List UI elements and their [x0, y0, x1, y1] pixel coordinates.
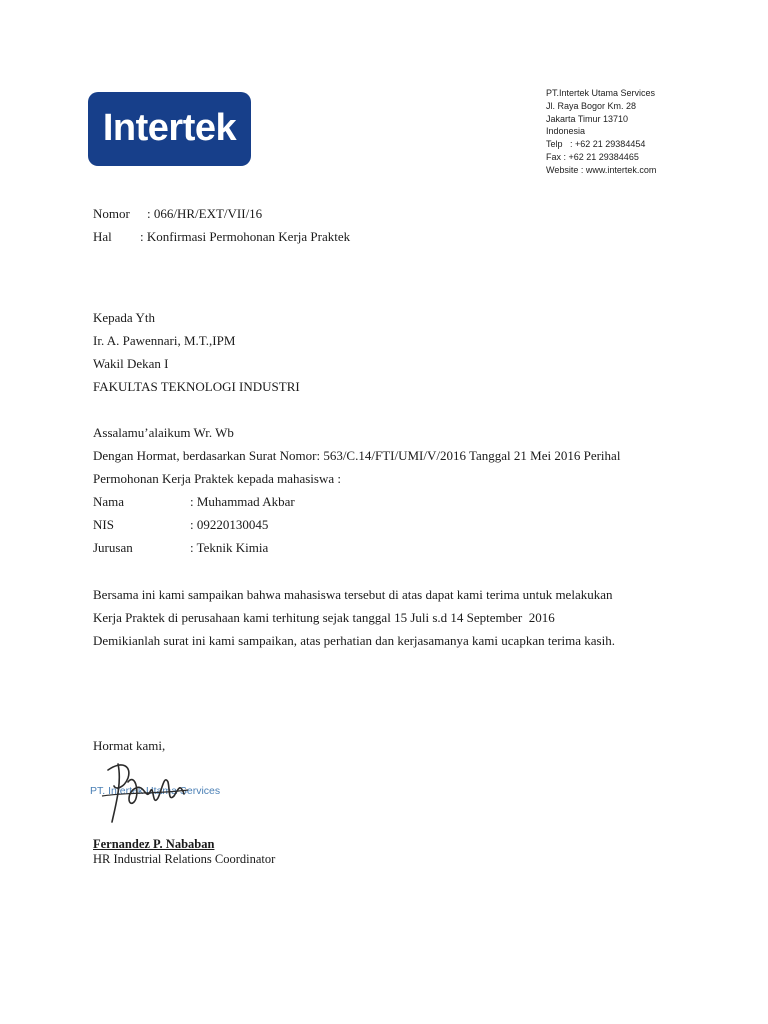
hal-line: [93, 229, 350, 245]
handwritten-signature: [88, 752, 230, 832]
jurusan-value: : Teknik Kimia: [190, 540, 269, 555]
nis-label: NIS: [93, 517, 114, 532]
recipient-faculty: FAKULTAS TEKNOLOGI INDUSTRI: [93, 379, 300, 394]
greeting: Assalamu’alaikum Wr. Wb: [93, 425, 234, 440]
hal-value: : Konfirmasi Permohonan Kerja Praktek: [140, 229, 351, 244]
nama-value: : Muhammad Akbar: [190, 494, 295, 509]
body-line: Bersama ini kami sampaikan bahwa mahasiswa tersebut di atas dapat kami terima untuk melakukan: [93, 587, 613, 602]
address-line: Jakarta Timur 13710: [546, 113, 629, 124]
recipient-line: Kepada Yth: [93, 310, 155, 325]
nama-label: Nama: [93, 494, 125, 509]
student-nis-row: [93, 517, 268, 533]
signature-stamp: [88, 752, 230, 832]
stamp-company-text: PT. Intertek Utama Services: [90, 785, 221, 797]
opening-line: Permohonan Kerja Praktek kepada mahasiswa :: [93, 471, 342, 486]
student-nama-row: [93, 494, 295, 510]
logo-text: Intertek: [102, 107, 237, 149]
signer-name: Fernandez P. Nababan: [93, 837, 215, 851]
closing-salutation: Hormat kami,: [93, 738, 166, 753]
hal-label: Hal: [93, 229, 112, 244]
nis-value: : 09220130045: [190, 517, 269, 532]
address-line: Telp : +62 21 29384454: [546, 139, 646, 150]
company-address: [546, 87, 656, 177]
address-line: Website : www.intertek.com: [546, 164, 657, 175]
address-line: Jl. Raya Bogor Km. 28: [546, 100, 637, 111]
recipient-position: Wakil Dekan I: [93, 356, 169, 371]
jurusan-label: Jurusan: [93, 540, 133, 555]
body-line: Kerja Praktek di perusahaan kami terhitung sejak tanggal 15 Juli s.d 14 September 2016: [93, 610, 555, 625]
nomor-value: : 066/HR/EXT/VII/16: [147, 206, 263, 221]
student-jurusan-row: [93, 540, 268, 556]
body-line: Demikianlah surat ini kami sampaikan, atas perhatian dan kerjasamanya kami ucapkan terima kasih.: [93, 633, 615, 648]
address-line: Indonesia: [546, 126, 586, 137]
nomor-label: Nomor: [93, 206, 130, 221]
signer-title: HR Industrial Relations Coordinator: [93, 852, 276, 866]
opening-line: Dengan Hormat, berdasarkan Surat Nomor: 563/C.14/FTI/UMI/V/2016 Tanggal 21 Mei 2016 Perihal: [93, 448, 621, 463]
address-line: Fax : +62 21 29384465: [546, 151, 639, 162]
intertek-logo: [88, 92, 251, 166]
nomor-line: [93, 206, 262, 222]
recipient-name: Ir. A. Pawennari, M.T.,IPM: [93, 333, 236, 348]
address-line: PT.Intertek Utama Services: [546, 88, 656, 98]
